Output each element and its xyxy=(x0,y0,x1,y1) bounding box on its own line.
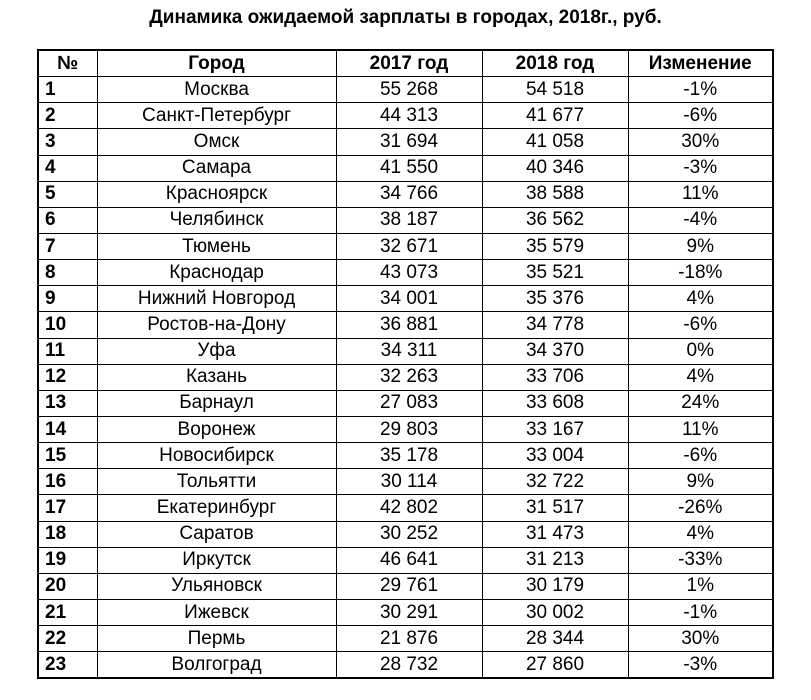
row-number: 16 xyxy=(38,469,97,495)
row-number: 22 xyxy=(38,626,97,652)
value-2017-cell: 21 876 xyxy=(336,626,482,652)
table-row xyxy=(38,495,773,521)
value-2018-cell: 31 517 xyxy=(482,495,628,521)
change-cell: 9% xyxy=(628,469,773,495)
table-row xyxy=(38,312,773,338)
table-row xyxy=(38,129,773,155)
header-2017: 2017 год xyxy=(336,50,482,77)
header-2018: 2018 год xyxy=(482,50,628,77)
table-row xyxy=(38,443,773,469)
city-cell: Ростов-на-Дону xyxy=(97,312,336,338)
row-number: 6 xyxy=(38,207,97,233)
row-number: 13 xyxy=(38,390,97,416)
table-row xyxy=(38,547,773,573)
value-2017-cell: 32 671 xyxy=(336,233,482,259)
change-cell: -18% xyxy=(628,260,773,286)
value-2017-cell: 46 641 xyxy=(336,547,482,573)
change-cell: 0% xyxy=(628,338,773,364)
city-cell: Воронеж xyxy=(97,416,336,442)
value-2018-cell: 36 562 xyxy=(482,207,628,233)
row-number: 15 xyxy=(38,443,97,469)
table-row xyxy=(38,155,773,181)
value-2018-cell: 35 521 xyxy=(482,260,628,286)
city-cell: Ижевск xyxy=(97,599,336,625)
row-number: 3 xyxy=(38,129,97,155)
city-cell: Москва xyxy=(97,77,336,103)
change-cell: -33% xyxy=(628,547,773,573)
value-2017-cell: 44 313 xyxy=(336,103,482,129)
table-body xyxy=(38,77,773,679)
city-cell: Красноярск xyxy=(97,181,336,207)
row-number: 9 xyxy=(38,286,97,312)
value-2018-cell: 35 376 xyxy=(482,286,628,312)
city-cell: Краснодар xyxy=(97,260,336,286)
change-cell: 30% xyxy=(628,129,773,155)
value-2017-cell: 27 083 xyxy=(336,390,482,416)
value-2017-cell: 29 761 xyxy=(336,573,482,599)
value-2017-cell: 34 001 xyxy=(336,286,482,312)
row-number: 1 xyxy=(38,77,97,103)
table-title: Динамика ожидаемой зарплаты в городах, 2018г., руб. xyxy=(149,7,662,28)
table-row xyxy=(38,416,773,442)
value-2017-cell: 29 803 xyxy=(336,416,482,442)
city-cell: Ульяновск xyxy=(97,573,336,599)
value-2018-cell: 35 579 xyxy=(482,233,628,259)
city-cell: Тольятти xyxy=(97,469,336,495)
table-row xyxy=(38,103,773,129)
table-row xyxy=(38,77,773,103)
city-cell: Уфа xyxy=(97,338,336,364)
row-number: 7 xyxy=(38,233,97,259)
header-row xyxy=(38,50,773,77)
city-cell: Казань xyxy=(97,364,336,390)
city-cell: Санкт-Петербург xyxy=(97,103,336,129)
value-2018-cell: 33 608 xyxy=(482,390,628,416)
change-cell: 30% xyxy=(628,626,773,652)
value-2017-cell: 30 291 xyxy=(336,599,482,625)
value-2017-cell: 30 114 xyxy=(336,469,482,495)
value-2018-cell: 38 588 xyxy=(482,181,628,207)
table-row xyxy=(38,626,773,652)
value-2017-cell: 42 802 xyxy=(336,495,482,521)
row-number: 20 xyxy=(38,573,97,599)
table-row xyxy=(38,338,773,364)
value-2017-cell: 28 732 xyxy=(336,652,482,679)
change-cell: 9% xyxy=(628,233,773,259)
city-cell: Иркутск xyxy=(97,547,336,573)
table-row xyxy=(38,652,773,679)
city-cell: Самара xyxy=(97,155,336,181)
change-cell: -1% xyxy=(628,599,773,625)
change-cell: 11% xyxy=(628,181,773,207)
salary-table xyxy=(37,49,774,679)
change-cell: 4% xyxy=(628,521,773,547)
table-row xyxy=(38,260,773,286)
row-number: 19 xyxy=(38,547,97,573)
city-cell: Барнаул xyxy=(97,390,336,416)
change-cell: -1% xyxy=(628,77,773,103)
value-2018-cell: 33 167 xyxy=(482,416,628,442)
change-cell: 24% xyxy=(628,390,773,416)
table-row xyxy=(38,181,773,207)
change-cell: 4% xyxy=(628,286,773,312)
row-number: 8 xyxy=(38,260,97,286)
change-cell: -26% xyxy=(628,495,773,521)
value-2018-cell: 27 860 xyxy=(482,652,628,679)
city-cell: Новосибирск xyxy=(97,443,336,469)
change-cell: -3% xyxy=(628,652,773,679)
value-2017-cell: 41 550 xyxy=(336,155,482,181)
value-2017-cell: 34 311 xyxy=(336,338,482,364)
value-2018-cell: 30 179 xyxy=(482,573,628,599)
value-2018-cell: 33 706 xyxy=(482,364,628,390)
table-row xyxy=(38,364,773,390)
change-cell: 4% xyxy=(628,364,773,390)
city-cell: Пермь xyxy=(97,626,336,652)
header-number: № xyxy=(38,50,97,77)
header-city: Город xyxy=(97,50,336,77)
value-2017-cell: 32 263 xyxy=(336,364,482,390)
value-2017-cell: 31 694 xyxy=(336,129,482,155)
value-2018-cell: 28 344 xyxy=(482,626,628,652)
row-number: 11 xyxy=(38,338,97,364)
change-cell: 1% xyxy=(628,573,773,599)
value-2017-cell: 55 268 xyxy=(336,77,482,103)
value-2017-cell: 30 252 xyxy=(336,521,482,547)
change-cell: 11% xyxy=(628,416,773,442)
change-cell: -6% xyxy=(628,312,773,338)
table-row xyxy=(38,521,773,547)
row-number: 21 xyxy=(38,599,97,625)
row-number: 5 xyxy=(38,181,97,207)
value-2017-cell: 36 881 xyxy=(336,312,482,338)
row-number: 14 xyxy=(38,416,97,442)
header-change: Изменение xyxy=(628,50,773,77)
value-2018-cell: 34 778 xyxy=(482,312,628,338)
change-cell: -6% xyxy=(628,103,773,129)
table-row xyxy=(38,599,773,625)
value-2017-cell: 34 766 xyxy=(336,181,482,207)
value-2018-cell: 54 518 xyxy=(482,77,628,103)
row-number: 4 xyxy=(38,155,97,181)
table-row xyxy=(38,207,773,233)
city-cell: Саратов xyxy=(97,521,336,547)
city-cell: Екатеринбург xyxy=(97,495,336,521)
value-2018-cell: 41 677 xyxy=(482,103,628,129)
row-number: 17 xyxy=(38,495,97,521)
city-cell: Челябинск xyxy=(97,207,336,233)
change-cell: -6% xyxy=(628,443,773,469)
value-2018-cell: 33 004 xyxy=(482,443,628,469)
city-cell: Волгоград xyxy=(97,652,336,679)
value-2018-cell: 32 722 xyxy=(482,469,628,495)
value-2018-cell: 41 058 xyxy=(482,129,628,155)
value-2017-cell: 38 187 xyxy=(336,207,482,233)
row-number: 12 xyxy=(38,364,97,390)
table-row xyxy=(38,390,773,416)
change-cell: -4% xyxy=(628,207,773,233)
value-2017-cell: 43 073 xyxy=(336,260,482,286)
row-number: 10 xyxy=(38,312,97,338)
city-cell: Нижний Новгород xyxy=(97,286,336,312)
table-row xyxy=(38,573,773,599)
city-cell: Тюмень xyxy=(97,233,336,259)
change-cell: -3% xyxy=(628,155,773,181)
table-row xyxy=(38,233,773,259)
city-cell: Омск xyxy=(97,129,336,155)
value-2018-cell: 40 346 xyxy=(482,155,628,181)
row-number: 23 xyxy=(38,652,97,679)
value-2018-cell: 34 370 xyxy=(482,338,628,364)
table-row xyxy=(38,286,773,312)
value-2018-cell: 31 213 xyxy=(482,547,628,573)
row-number: 2 xyxy=(38,103,97,129)
value-2018-cell: 31 473 xyxy=(482,521,628,547)
table-row xyxy=(38,469,773,495)
value-2018-cell: 30 002 xyxy=(482,599,628,625)
value-2017-cell: 35 178 xyxy=(336,443,482,469)
row-number: 18 xyxy=(38,521,97,547)
